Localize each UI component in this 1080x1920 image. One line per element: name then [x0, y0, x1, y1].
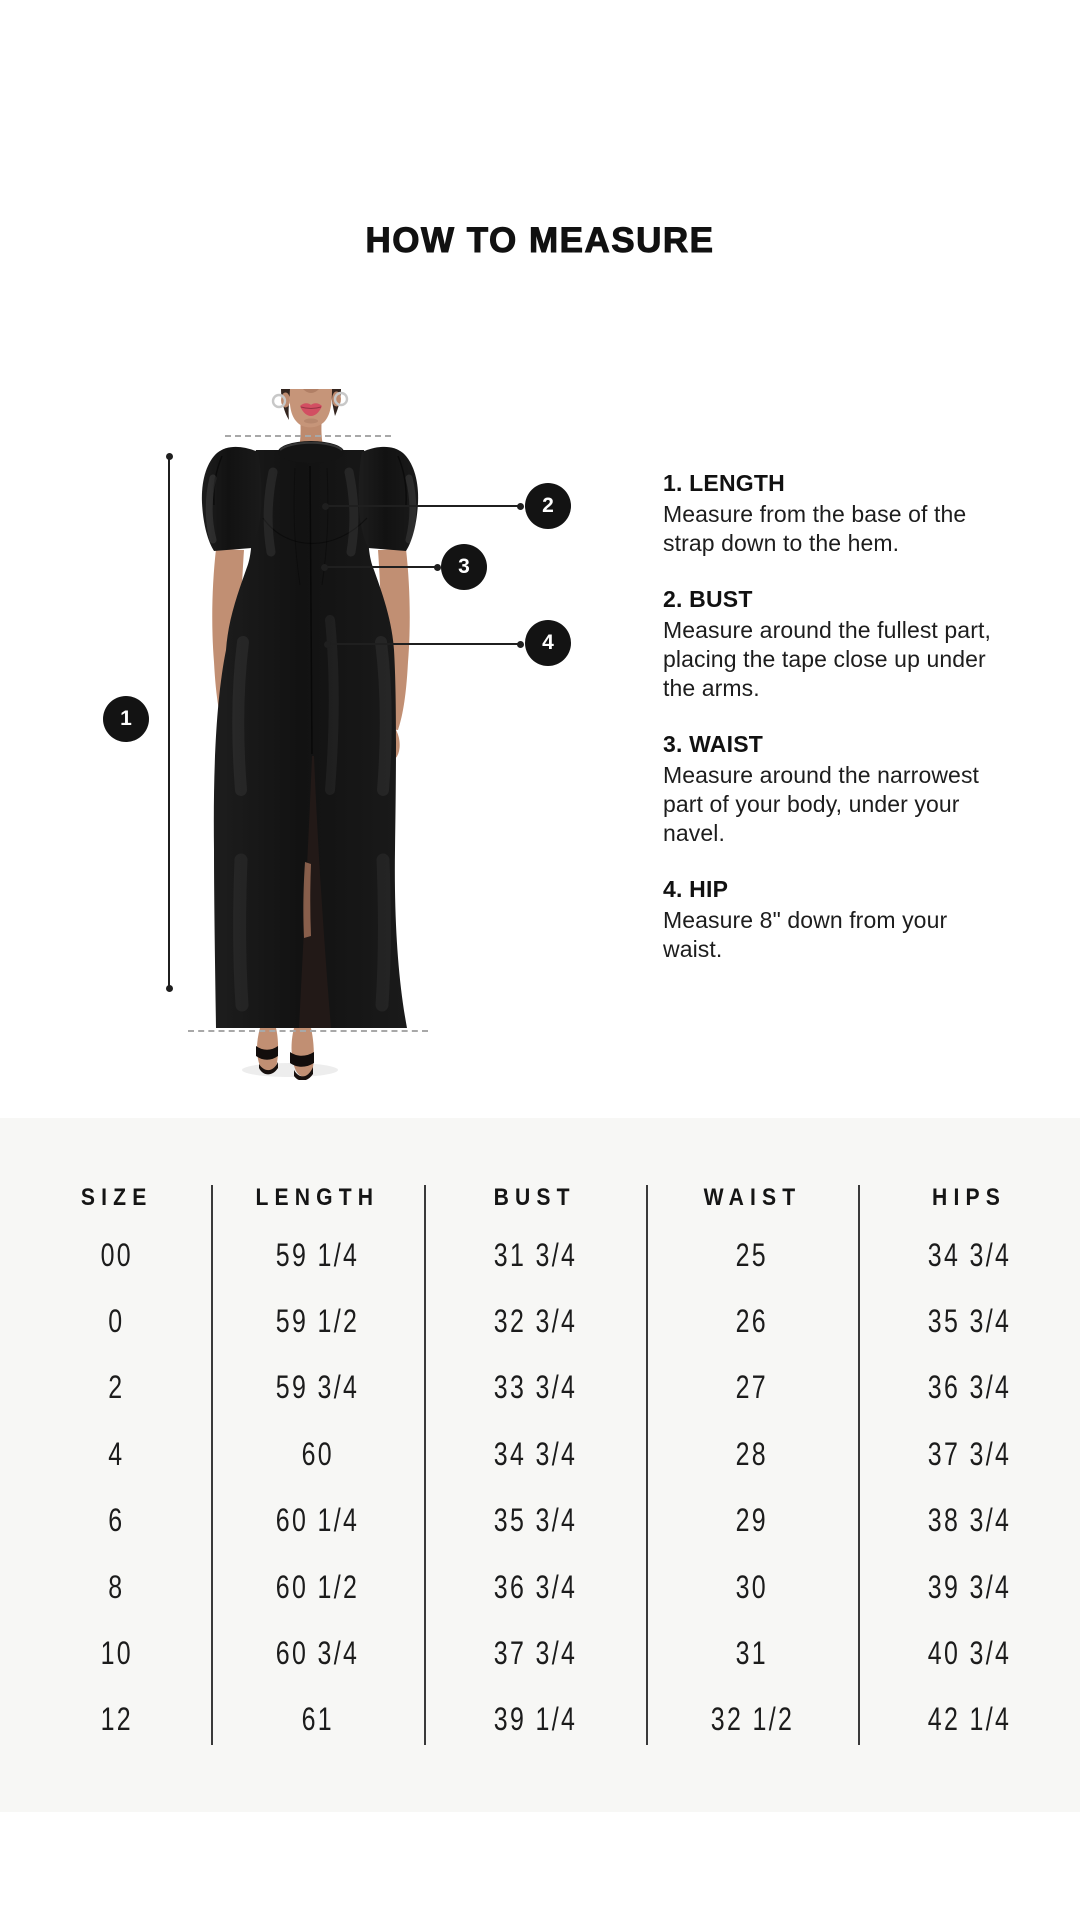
cell-text: SIZE: [80, 1184, 153, 1211]
size-cell: [646, 1569, 858, 1606]
size-cell: [424, 1237, 646, 1274]
cell-text: 60 3/4: [275, 1635, 360, 1672]
cell-text: 2: [108, 1369, 125, 1406]
cell-text: 39 3/4: [927, 1568, 1011, 1605]
size-cell: [211, 1635, 424, 1672]
cell-text: 59 1/4: [275, 1236, 360, 1273]
size-cell: [858, 1701, 1080, 1738]
callout-waist-badge: [441, 544, 487, 590]
cell-text: 00: [100, 1236, 133, 1273]
cell-text: 59 1/2: [275, 1303, 360, 1340]
instruction-body: Measure from the base of the strap down to the hem.: [663, 501, 967, 556]
size-column-header: [0, 1184, 211, 1212]
size-cell: [424, 1701, 646, 1738]
size-cell: [211, 1237, 424, 1274]
hip-measure-line: [326, 643, 522, 645]
callout-bust-badge: [525, 483, 571, 529]
size-column-header: [211, 1184, 424, 1212]
cell-text: 60 1/2: [275, 1568, 360, 1605]
model-photo: [140, 385, 470, 1080]
instruction-length: [663, 470, 997, 558]
cell-text: 36 3/4: [493, 1568, 577, 1605]
cell-text: 10: [100, 1635, 133, 1672]
cell-text: HIPS: [932, 1184, 1006, 1211]
cell-text: 42 1/4: [927, 1701, 1011, 1738]
size-table-row: [0, 1687, 1080, 1753]
size-cell: [646, 1436, 858, 1473]
cell-text: 12: [100, 1701, 133, 1738]
cell-text: 37 3/4: [493, 1635, 577, 1672]
cell-text: 31 3/4: [493, 1236, 577, 1273]
size-cell: [0, 1569, 211, 1606]
size-cell: [424, 1569, 646, 1606]
size-table-row: [0, 1421, 1080, 1487]
hem-dashed-line: [188, 1030, 428, 1032]
size-chart-section: [0, 1118, 1080, 1812]
size-table-row: [0, 1355, 1080, 1421]
cell-text: 25: [735, 1236, 769, 1273]
cell-text: 27: [735, 1369, 769, 1406]
size-table-row: [0, 1222, 1080, 1288]
instruction-title: 4. HIP: [663, 876, 729, 902]
size-cell: [646, 1635, 858, 1672]
size-cell: [0, 1701, 211, 1738]
size-chart-table: [0, 1174, 1080, 1753]
instruction-body: Measure 8" down from your waist.: [663, 907, 948, 962]
cell-text: 37 3/4: [927, 1435, 1011, 1472]
length-measure-line: [168, 456, 170, 989]
cell-text: 35 3/4: [493, 1502, 577, 1539]
size-cell: [858, 1237, 1080, 1274]
instruction-waist: [663, 731, 997, 848]
size-cell: [858, 1635, 1080, 1672]
instruction-title: 1. LENGTH: [663, 470, 785, 496]
size-cell: [858, 1436, 1080, 1473]
size-cell: [858, 1303, 1080, 1340]
size-cell: [646, 1237, 858, 1274]
instruction-body: Measure around the narrowest part of your body, under your navel.: [663, 762, 980, 846]
instruction-title: 2. BUST: [663, 586, 753, 612]
size-cell: [211, 1369, 424, 1406]
instruction-body: Measure around the fullest part, placing the tape close up under the arms.: [663, 617, 991, 701]
size-cell: [424, 1369, 646, 1406]
cell-text: 30: [735, 1568, 769, 1605]
callout-length-badge: [103, 696, 149, 742]
size-cell: [858, 1369, 1080, 1406]
size-cell: [211, 1303, 424, 1340]
strap-base-dashed-line: [225, 435, 391, 437]
size-cell: [424, 1436, 646, 1473]
size-cell: [0, 1369, 211, 1406]
size-cell: [646, 1303, 858, 1340]
size-cell: [211, 1436, 424, 1473]
size-cell: [0, 1237, 211, 1274]
cell-text: 35 3/4: [927, 1303, 1011, 1340]
cell-text: 33 3/4: [493, 1369, 577, 1406]
cell-text: 59 3/4: [275, 1369, 360, 1406]
cell-text: 32 1/2: [710, 1701, 794, 1738]
callout-hip-badge: [525, 620, 571, 666]
waist-measure-line: [323, 566, 439, 568]
size-column-header: [424, 1184, 646, 1212]
callout-number: 1: [120, 707, 132, 730]
size-cell: [858, 1502, 1080, 1539]
size-cell: [0, 1635, 211, 1672]
size-column-header: [858, 1184, 1080, 1212]
size-table-row: [0, 1554, 1080, 1620]
instruction-title: 3. WAIST: [663, 731, 764, 757]
cell-text: 38 3/4: [927, 1502, 1011, 1539]
bust-measure-line: [324, 505, 522, 507]
page-title: HOW TO MEASURE: [365, 221, 715, 260]
cell-text: 36 3/4: [927, 1369, 1011, 1406]
cell-text: 31: [735, 1635, 769, 1672]
size-cell: [646, 1502, 858, 1539]
cell-text: 0: [108, 1303, 125, 1340]
cell-text: 40 3/4: [927, 1635, 1011, 1672]
cell-text: 34 3/4: [493, 1435, 577, 1472]
size-cell: [211, 1569, 424, 1606]
size-table-header-row: [0, 1174, 1080, 1222]
cell-text: 32 3/4: [493, 1303, 577, 1340]
callout-number: 3: [458, 555, 470, 578]
cell-text: 28: [735, 1435, 769, 1472]
cell-text: 6: [108, 1502, 125, 1539]
measure-instructions: [663, 470, 997, 992]
size-table-row: [0, 1488, 1080, 1554]
size-cell: [646, 1701, 858, 1738]
cell-text: 8: [108, 1568, 125, 1605]
cell-text: 60 1/4: [275, 1502, 360, 1539]
cell-text: LENGTH: [255, 1184, 380, 1211]
size-cell: [211, 1502, 424, 1539]
size-column-header: [646, 1184, 858, 1212]
size-cell: [424, 1502, 646, 1539]
instruction-hip: [663, 876, 997, 964]
size-cell: [424, 1635, 646, 1672]
cell-text: 34 3/4: [927, 1236, 1011, 1273]
cell-text: 60: [301, 1435, 334, 1472]
size-cell: [424, 1303, 646, 1340]
callout-number: 2: [542, 494, 554, 517]
cell-text: WAIST: [703, 1184, 801, 1211]
callout-number: 4: [542, 631, 554, 654]
size-table-row: [0, 1288, 1080, 1354]
cell-text: 4: [108, 1435, 125, 1472]
cell-text: BUST: [493, 1184, 577, 1211]
size-cell: [646, 1369, 858, 1406]
size-cell: [0, 1303, 211, 1340]
cell-text: 26: [735, 1303, 769, 1340]
size-cell: [0, 1436, 211, 1473]
cell-text: 61: [301, 1701, 334, 1738]
size-cell: [0, 1502, 211, 1539]
size-cell: [211, 1701, 424, 1738]
size-table-row: [0, 1620, 1080, 1686]
cell-text: 29: [735, 1502, 769, 1539]
cell-text: 39 1/4: [493, 1701, 577, 1738]
size-cell: [858, 1569, 1080, 1606]
instruction-bust: [663, 586, 997, 703]
